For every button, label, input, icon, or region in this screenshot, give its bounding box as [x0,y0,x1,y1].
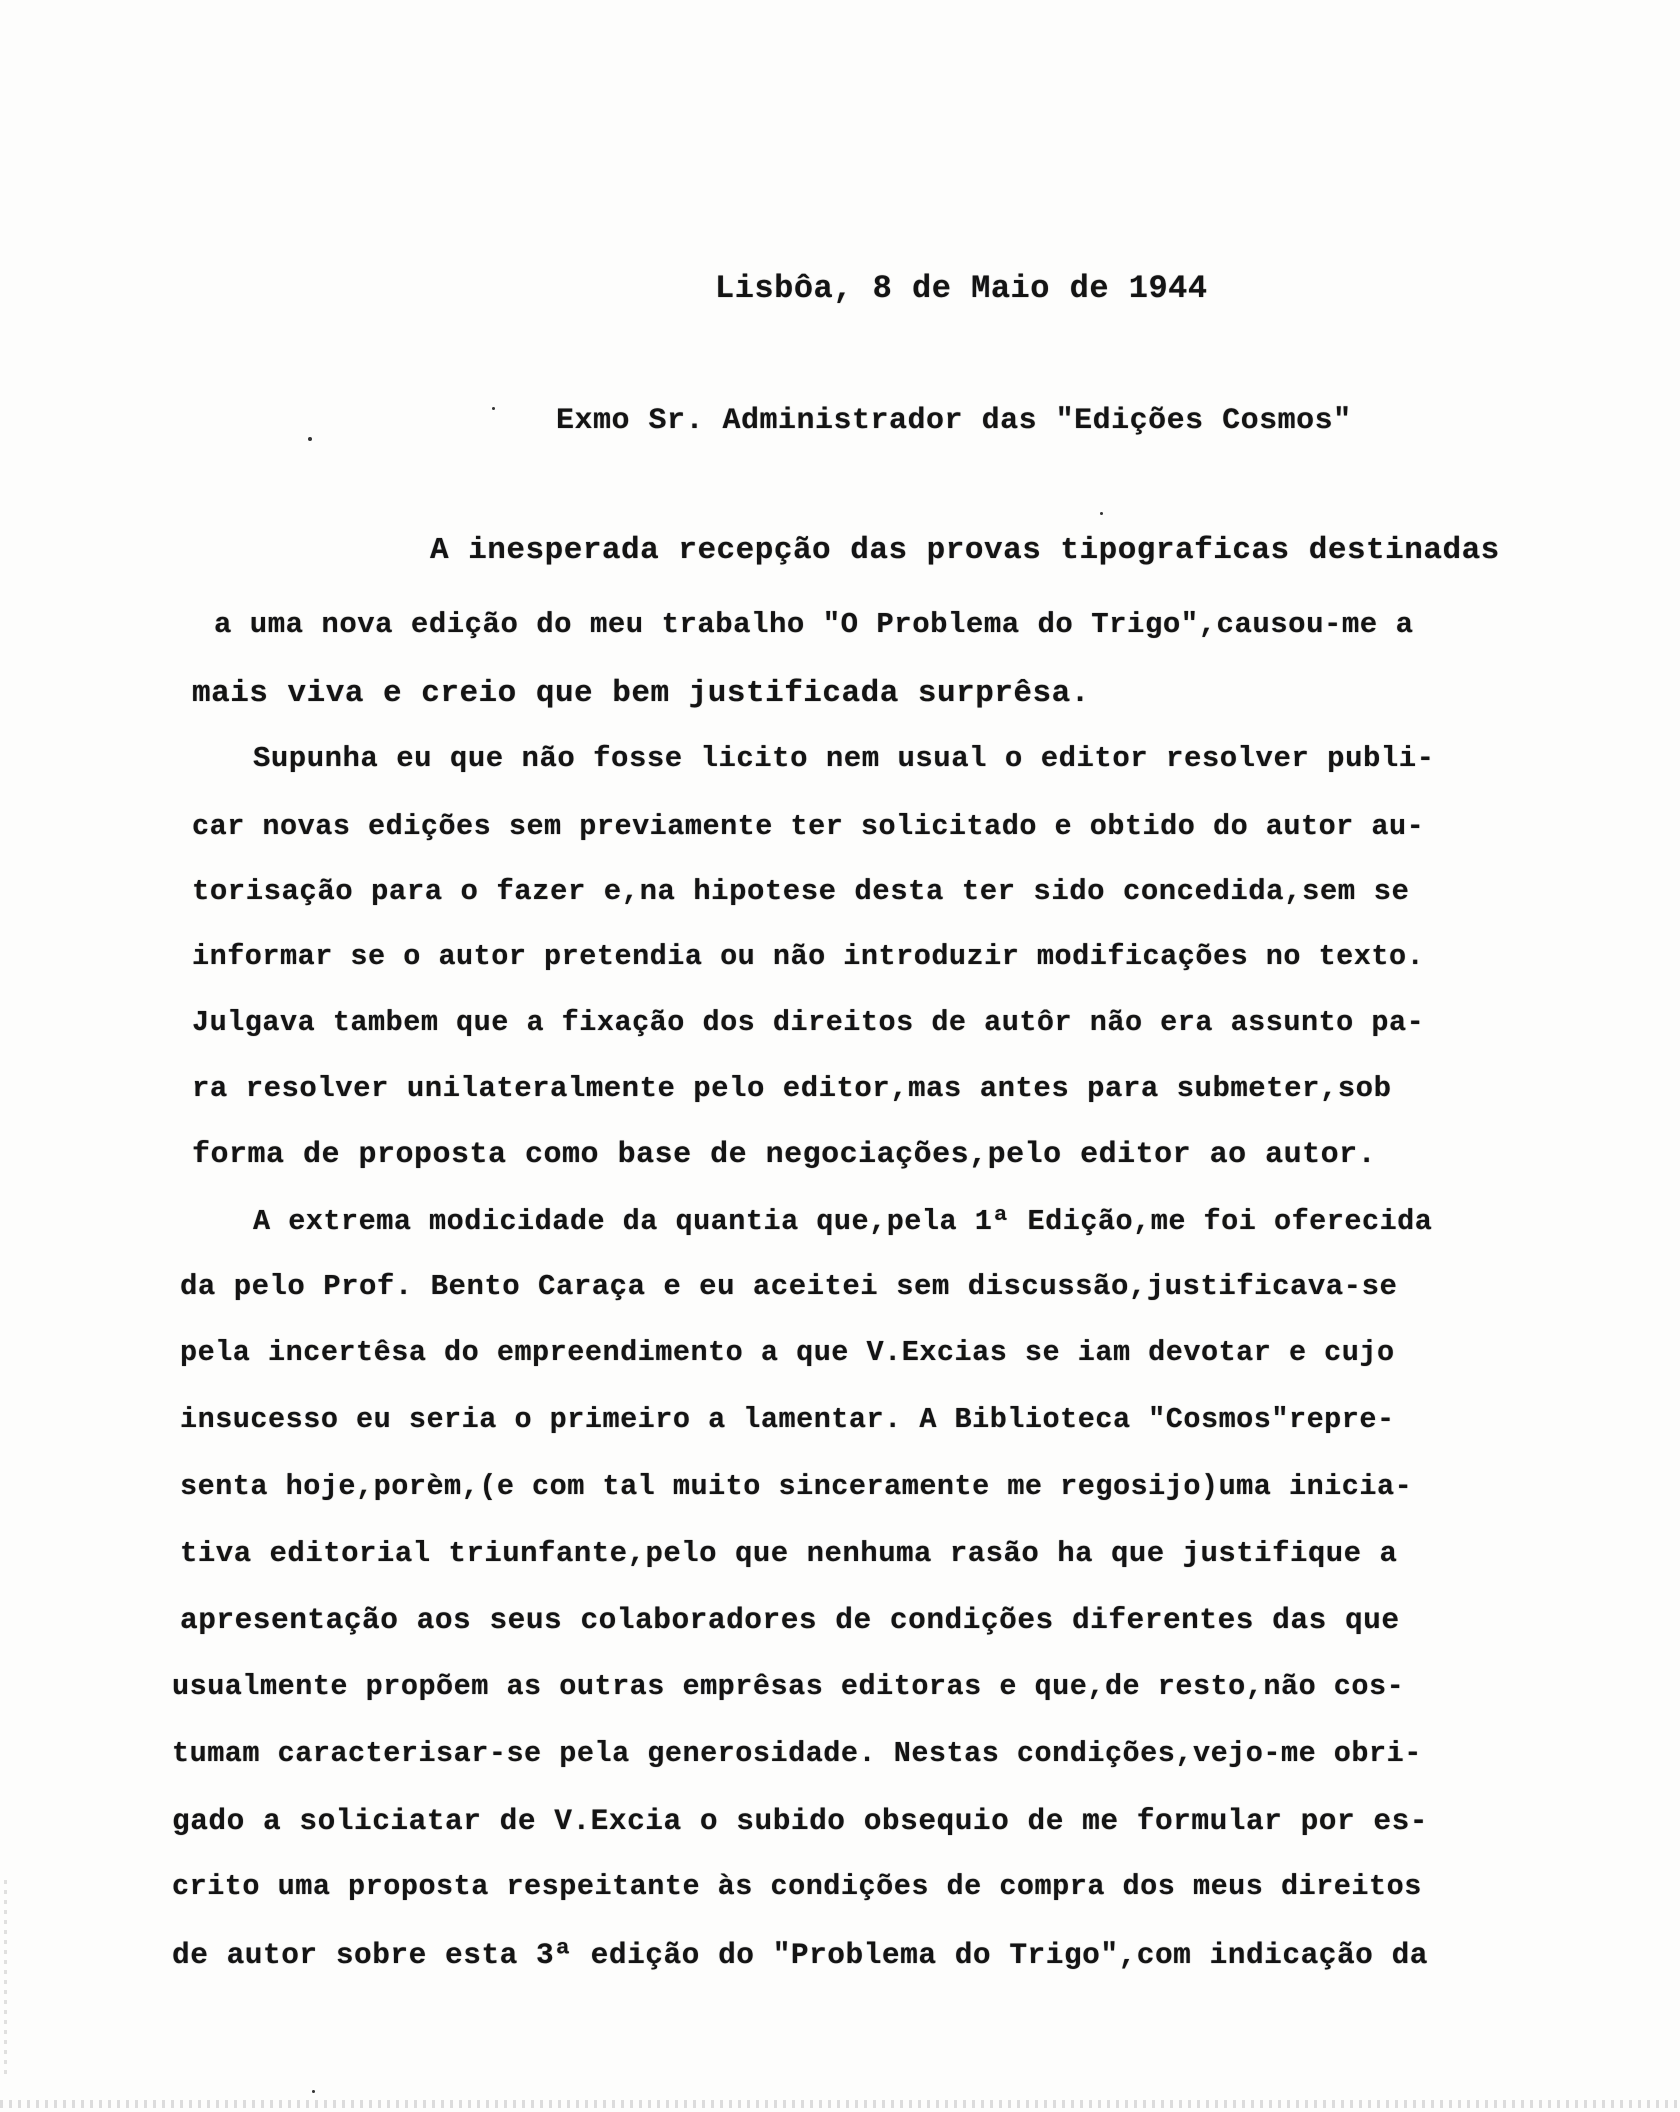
body-line: Supunha eu que não fosse licito nem usual o editor resolver publi- [253,742,1435,775]
body-line: forma de proposta como base de negociações,pelo editor ao autor. [192,1138,1377,1172]
body-line: apresentação aos seus colaboradores de condições diferentes das que [180,1603,1400,1637]
body-line: a uma nova edição do meu trabalho "O Problema do Trigo",causou-me a [214,608,1414,641]
scan-edge-left [4,1880,7,2080]
letter-date: Lisbôa, 8 de Maio de 1944 [715,270,1208,307]
scan-edge-bottom [0,2100,1680,2108]
body-line: ra resolver unilateralmente pelo editor,mas antes para submeter,sob [192,1072,1392,1105]
letter-addressee: Exmo Sr. Administrador das "Edições Cosmos" [556,404,1352,438]
body-line: torisação para o fazer e,na hipotese desta ter sido concedida,sem se [192,875,1410,908]
body-line: A extrema modicidade da quantia que,pela 1ª Edição,me foi oferecida [253,1205,1433,1238]
ink-speck [1100,512,1103,515]
body-line: Julgava tambem que a fixação dos direitos de autôr não era assunto pa- [192,1006,1425,1039]
body-line: de autor sobre esta 3ª edição do "Problema do Trigo",com indicação da [172,1938,1428,1972]
body-line: car novas edições sem previamente ter solicitado e obtido do autor au- [192,810,1425,843]
body-line: A inesperada recepção das provas tipograficas destinadas [430,533,1500,568]
ink-speck [312,2090,315,2093]
ink-speck [492,407,495,410]
body-line: tumam caracterisar-se pela generosidade. Nestas condições,vejo-me obri- [172,1737,1422,1770]
body-line: pela incertêsa do empreendimento a que V.Excias se iam devotar e cujo [180,1336,1395,1369]
body-line: senta hoje,porèm,(e com tal muito sinceramente me regosijo)uma inicia- [180,1470,1413,1503]
ink-speck [308,437,312,441]
body-line: informar se o autor pretendia ou não introduzir modificações no texto. [192,940,1425,973]
body-line: gado a soliciatar de V.Excia o subido obsequio de me formular por es- [172,1804,1428,1838]
body-line: usualmente propõem as outras emprêsas editoras e que,de resto,não cos- [172,1670,1405,1703]
body-line: crito uma proposta respeitante às condições de compra dos meus direitos [172,1870,1422,1903]
body-line: da pelo Prof. Bento Caraça e eu aceitei sem discussão,justificava-se [180,1270,1398,1303]
body-line: tiva editorial triunfante,pelo que nenhuma rasão ha que justifique a [180,1537,1398,1570]
body-line: mais viva e creio que bem justificada surprêsa. [192,676,1090,711]
body-line: insucesso eu seria o primeiro a lamentar. A Biblioteca "Cosmos"repre- [180,1403,1395,1436]
